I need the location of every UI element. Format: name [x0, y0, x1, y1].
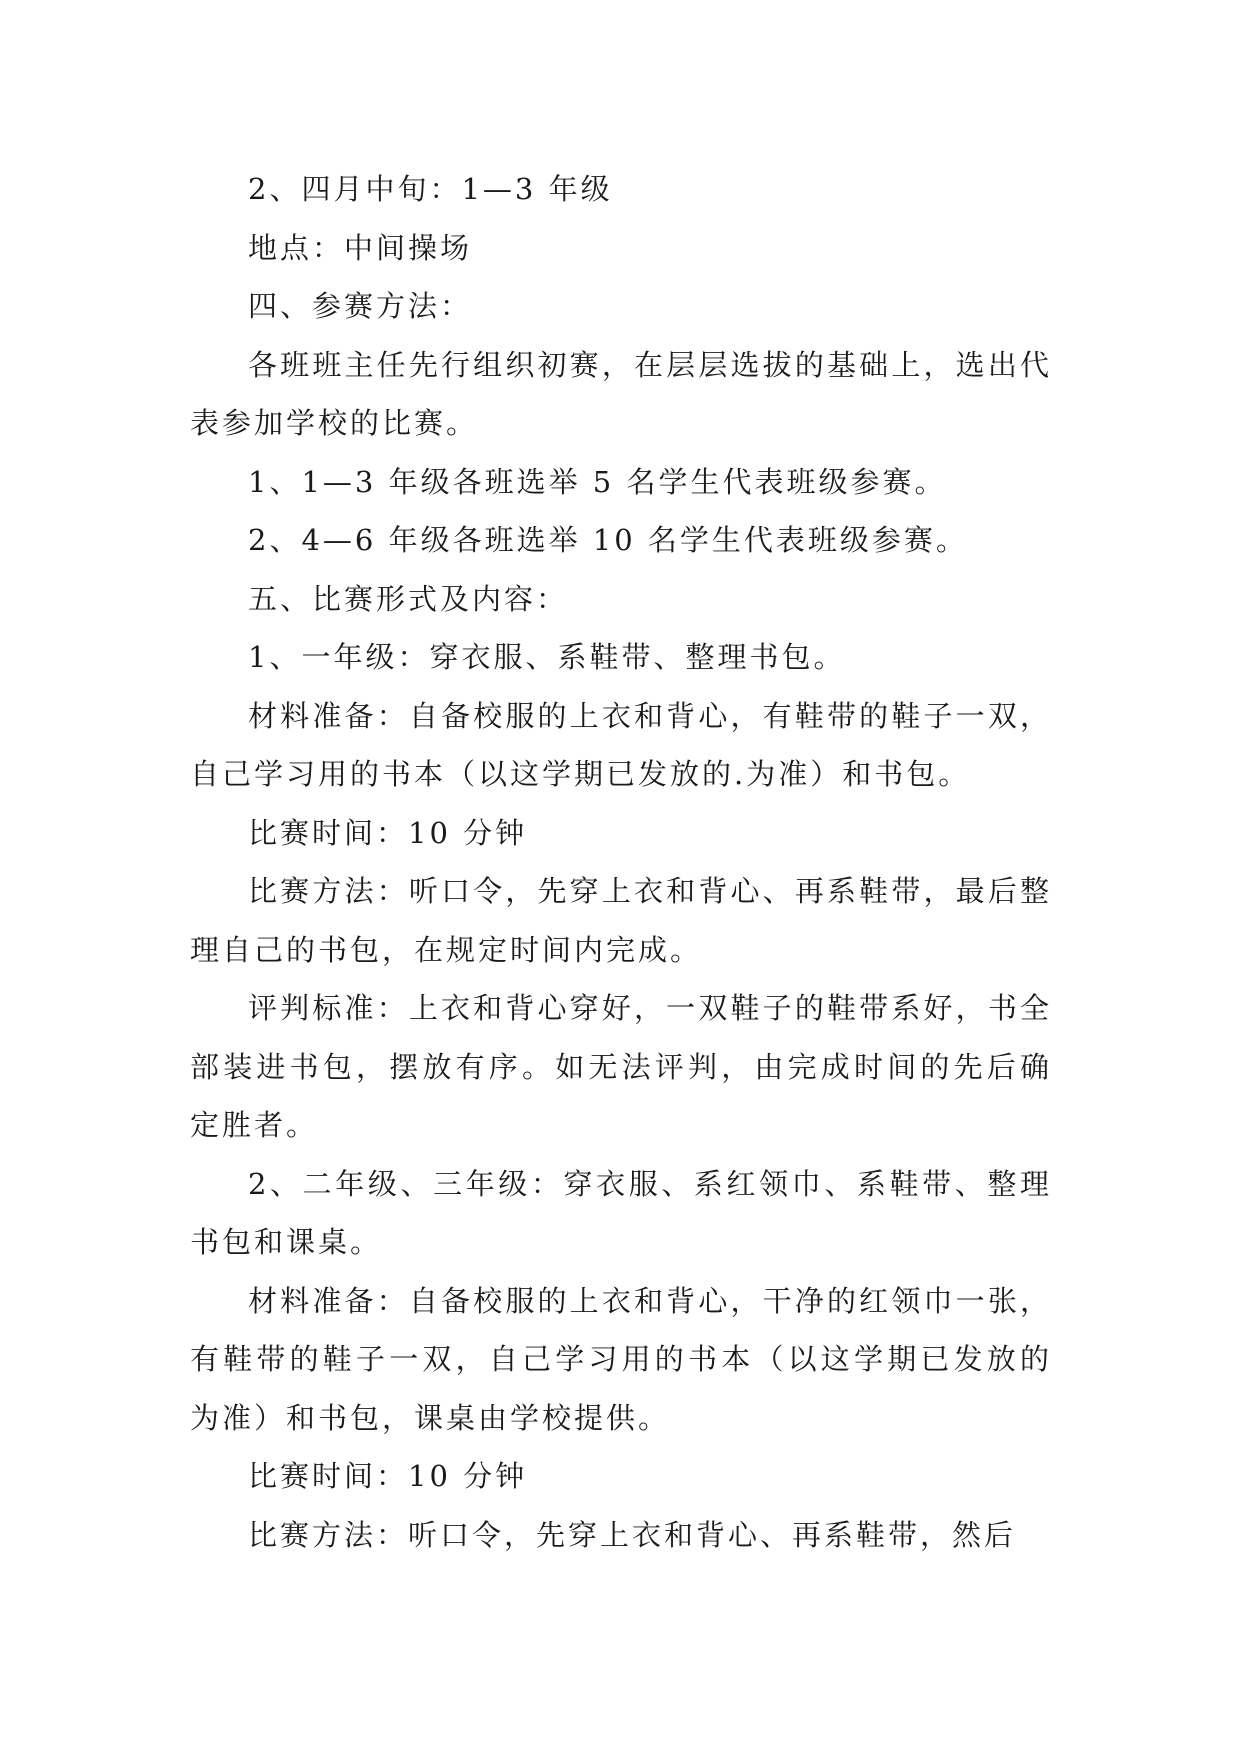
paragraph-grade-1-3-quota: 1、1—3 年级各班选举 5 名学生代表班级参赛。 [248, 464, 947, 499]
paragraph-grade-1-judging: 评判标准：上衣和背心穿好，一双鞋子的鞋带系好，书全部装进书包，摆放有序。如无法评判，由完成时间的先后确定胜者。 [190, 991, 1052, 1142]
section-heading-competition-format: 五、比赛形式及内容： [248, 581, 569, 616]
paragraph-grade-2-3-time: 比赛时间：10 分钟 [248, 1459, 528, 1493]
paragraph-grade-1-method: 比赛方法：听口令，先穿上衣和背心、再系鞋带，最后整理自己的书包，在规定时间内完成。 [190, 874, 1052, 967]
paragraph-grade-1-materials: 材料准备：自备校服的上衣和背心，有鞋带的鞋子一双，自己学习用的书本（以这学期已发放的.为准）和书包。 [190, 698, 1052, 791]
paragraph-location: 地点：中间操场 [248, 230, 473, 265]
paragraph-schedule-grade-1-3: 2、四月中旬：1—3 年级 [248, 172, 613, 206]
paragraph-grade-2-3-events: 2、二年级、三年级：穿衣服、系红领巾、系鞋带、整理书包和课桌。 [190, 1166, 1052, 1259]
paragraph-preliminary-selection: 各班班主任先行组织初赛，在层层选拔的基础上，选出代表参加学校的比赛。 [190, 347, 1052, 440]
paragraph-grade-1-time: 比赛时间：10 分钟 [248, 815, 528, 850]
section-heading-participation-method: 四、参赛方法： [248, 289, 473, 323]
paragraph-grade-2-3-materials: 材料准备：自备校服的上衣和背心，干净的红领巾一张，有鞋带的鞋子一双，自己学习用的书本（以这学期已发放的为准）和书包，课桌由学校提供。 [190, 1283, 1052, 1435]
paragraph-grade-4-6-quota: 2、4—6 年级各班选举 10 名学生代表班级参赛。 [248, 523, 968, 557]
paragraph-grade-1-events: 1、一年级：穿衣服、系鞋带、整理书包。 [248, 640, 846, 674]
document-body [190, 160, 1052, 1564]
paragraph-grade-2-3-method: 比赛方法：听口令，先穿上衣和背心、再系鞋带，然后 [248, 1517, 1017, 1552]
